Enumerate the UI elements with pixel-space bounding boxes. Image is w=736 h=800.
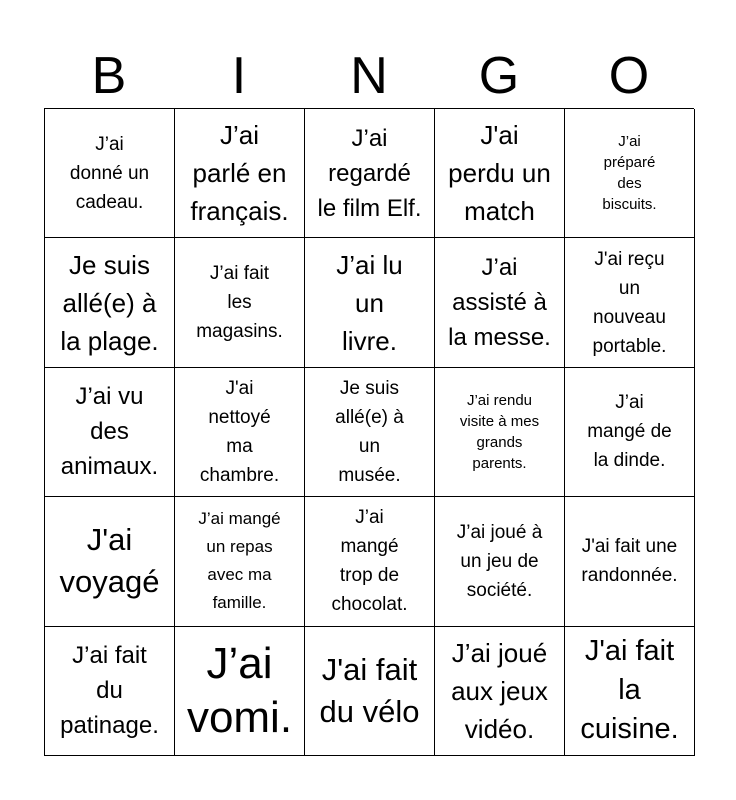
- bingo-cell[interactable]: [45, 497, 175, 626]
- cell-text: J'ai fait une randonnée.: [581, 536, 678, 587]
- cell-text: J'ai perdu un match: [448, 120, 551, 227]
- bingo-cell[interactable]: [435, 368, 565, 497]
- cell-text: Je suis allé(e) à la plage.: [60, 249, 159, 356]
- cell-text: J’ai donné un cadeau.: [69, 133, 150, 213]
- cell-text: J’ai fait du patinage.: [60, 642, 159, 740]
- bingo-cell[interactable]: [565, 109, 695, 238]
- cell-text: J'ai nettoyé ma chambre.: [199, 377, 280, 486]
- cell-text: J’ai mangé un repas avec ma famille.: [198, 509, 281, 613]
- bingo-cell[interactable]: [45, 109, 175, 238]
- cell-text: J’ai joué aux jeux vidéo.: [451, 637, 548, 744]
- bingo-cell[interactable]: [175, 627, 305, 756]
- bingo-cell[interactable]: [305, 109, 435, 238]
- header-letter-b: B: [91, 47, 127, 105]
- bingo-cell[interactable]: [175, 109, 305, 238]
- header-letter-g: G: [478, 47, 520, 105]
- bingo-cell[interactable]: [45, 238, 175, 367]
- bingo-cell[interactable]: [565, 627, 695, 756]
- bingo-cell[interactable]: [175, 497, 305, 626]
- bingo-cell[interactable]: [435, 238, 565, 367]
- bingo-cell[interactable]: [305, 627, 435, 756]
- cell-text: J’ai préparé des biscuits.: [602, 133, 657, 214]
- bingo-grid: [44, 108, 694, 756]
- header-letter-i: I: [231, 47, 247, 105]
- bingo-cell[interactable]: [45, 627, 175, 756]
- header-letter-n: N: [350, 47, 388, 105]
- bingo-cell[interactable]: [305, 497, 435, 626]
- bingo-cell[interactable]: [175, 238, 305, 367]
- cell-text: J'ai reçu un nouveau portable.: [592, 248, 667, 357]
- cell-text: J’ai lu un livre.: [336, 249, 403, 356]
- bingo-cell[interactable]: [305, 368, 435, 497]
- cell-text: J’ai vomi.: [186, 638, 293, 742]
- cell-text: J’ai mangé de la dinde.: [587, 392, 672, 472]
- cell-text: Je suis allé(e) à un musée.: [335, 377, 404, 486]
- bingo-cell[interactable]: [435, 497, 565, 626]
- bingo-cell[interactable]: [435, 627, 565, 756]
- cell-text: J’ai rendu visite à mes grands parents.: [459, 391, 540, 472]
- cell-text: J’ai vu des animaux.: [60, 383, 159, 481]
- cell-text: J'ai fait du vélo: [319, 651, 420, 729]
- cell-text: J’ai fait les magasins.: [196, 263, 283, 343]
- bingo-cell[interactable]: [305, 238, 435, 367]
- cell-text: J'ai voyagé: [59, 522, 160, 600]
- cell-text: J’ai parlé en français.: [190, 120, 289, 227]
- bingo-cell[interactable]: [565, 238, 695, 367]
- bingo-cell[interactable]: [565, 497, 695, 626]
- cell-text: J’ai mangé trop de chocolat.: [331, 507, 408, 616]
- bingo-cell[interactable]: [435, 109, 565, 238]
- bingo-cell[interactable]: [175, 368, 305, 497]
- cell-text: J’ai joué à un jeu de société.: [456, 521, 543, 601]
- bingo-header: [44, 44, 694, 108]
- cell-text: J'ai fait la cuisine.: [580, 635, 679, 746]
- bingo-cell[interactable]: [565, 368, 695, 497]
- header-letter-o: O: [608, 47, 650, 105]
- cell-text: J’ai regardé le film Elf.: [317, 124, 422, 222]
- cell-text: J’ai assisté à la messe.: [448, 254, 551, 352]
- bingo-cell[interactable]: [45, 368, 175, 497]
